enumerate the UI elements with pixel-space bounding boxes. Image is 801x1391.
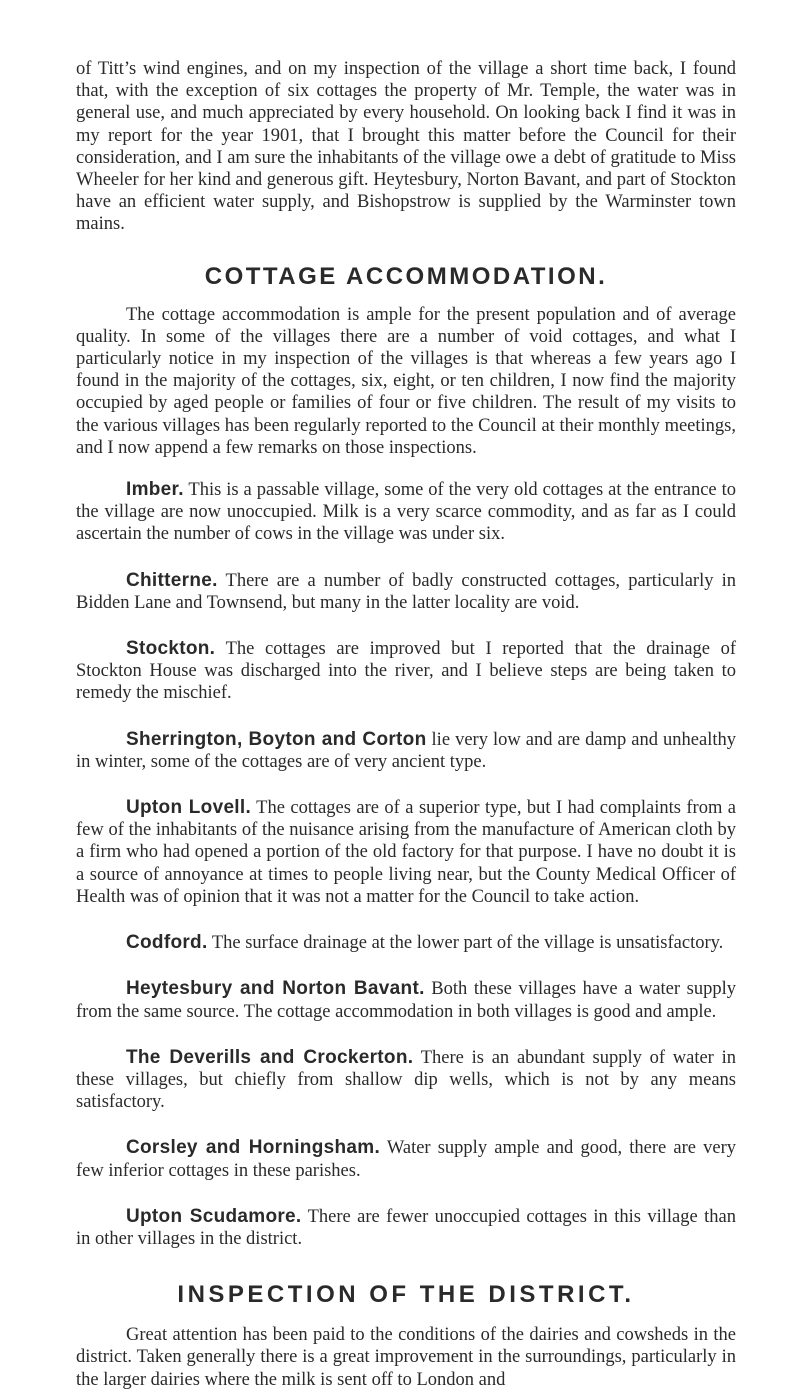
- village-name: Heytesbury and Norton Bavant.: [126, 978, 425, 1000]
- village-name: Corsley and Horningsham.: [126, 1137, 381, 1159]
- village-entry-upton-scudamore: [76, 1206, 736, 1250]
- village-entry-heytesbury: [76, 978, 736, 1022]
- village-entry-codford: [76, 932, 736, 954]
- village-name: Sherrington, Boyton and Corton: [126, 728, 427, 750]
- village-name: Stockton.: [126, 638, 216, 660]
- village-text: This is a passable village, some of the very old cottages at the entrance to the village are now unoccupied. Milk is a very scarce commodity, and as far as I could ascertain the number of cows in the village was under six.: [76, 480, 736, 545]
- cottage-accommodation-heading: COTTAGE ACCOMMODATION.: [204, 262, 608, 290]
- village-entry-upton-lovell: [76, 797, 736, 908]
- intro-paragraph: of Titt’s wind engines, and on my inspection of the village a short time back, I found that, with the exception of six cottages the property of Mr. Temple, the water was in general use, and much appreciated by every household. On looking back I find it was in my report for the year 1901, that I brought this matter before the Council for their consideration, and I am sure the inhabitants of the village owe a debt of gratitude to Miss Wheeler for her kind and generous gift. Heytesbury, Norton Bavant, and part of Stockton have an efficient water supply, and Bishopstrow is supplied by the Warminster town mains.: [76, 59, 736, 235]
- village-name: Codford.: [126, 932, 208, 954]
- village-text: The cottages are improved but I reported that the drainage of Stockton House was discharged into the river, and I believe steps are being taken to remedy the mischief.: [76, 639, 737, 704]
- village-entry-corsley: [76, 1137, 736, 1181]
- inspection-heading: INSPECTION OF THE DISTRICT.: [177, 1281, 635, 1309]
- document-page: [76, 58, 736, 1391]
- village-entry-chitterne: [76, 570, 736, 614]
- village-name: The Deverills and Crockerton.: [126, 1046, 414, 1068]
- village-entry-sherrington: [76, 729, 736, 773]
- village-entry-stockton: [76, 638, 736, 705]
- village-name: Imber.: [126, 479, 184, 501]
- village-text: There are fewer unoccupied cottages in this village than in other villages in the district.: [76, 1206, 736, 1249]
- village-text: There is an abundant supply of water in these villages, but chiefly from shallow dip wells, which is not by any means satisfactory.: [76, 1047, 736, 1113]
- village-text: Both these villages have a water supply from the same source. The cottage accommodation in both villages is good and ample.: [76, 979, 737, 1022]
- village-name: Chitterne.: [126, 569, 218, 591]
- cottage-intro-paragraph: The cottage accommodation is ample for the present population and of average quality. In some of the villages there are a number of void cottages, and what I particularly notice in my inspection of the villages is that whereas a few years ago I found in the majority of the cottages, six, eight, or ten children, I now find the majority occupied by aged people or families of four or five children. The result of my visits to the various villages has been regularly reported to the Council at their monthly meetings, and I now append a few remarks on those inspections.: [76, 304, 736, 458]
- village-name: Upton Scudamore.: [126, 1205, 302, 1227]
- village-entry-deverills: [76, 1047, 736, 1114]
- village-text: The cottages are of a superior type, but I had complaints from a few of the inhabitants of the nuisance arising from the manufacture of American cloth by a firm who had opened a portion of the old factory for that purpose. I have no doubt it is a source of annoyance at times to people living near, but the County Medical Officer of Health was of opinion that it was not a matter for the Council to take action.: [76, 798, 736, 907]
- village-text: The surface drainage at the lower part of the village is unsatisfactory.: [211, 933, 724, 954]
- village-text: Water supply ample and good, there are very few inferior cottages in these parishes.: [76, 1138, 736, 1181]
- village-name: Upton Lovell.: [126, 797, 252, 819]
- inspection-paragraph: Great attention has been paid to the conditions of the dairies and cowsheds in the district. Taken generally there is a great improvement in the surroundings, particularly in the larger dairies where the milk is sent off to London and: [76, 1325, 736, 1390]
- village-text: lie very low and are damp and unhealthy in winter, some of the cottages are of very ancient type.: [76, 729, 736, 772]
- village-entry-imber: [76, 479, 736, 546]
- village-text: There are a number of badly constructed cottages, particularly in Bidden Lane and Townsend, but many in the latter locality are void.: [76, 570, 736, 613]
